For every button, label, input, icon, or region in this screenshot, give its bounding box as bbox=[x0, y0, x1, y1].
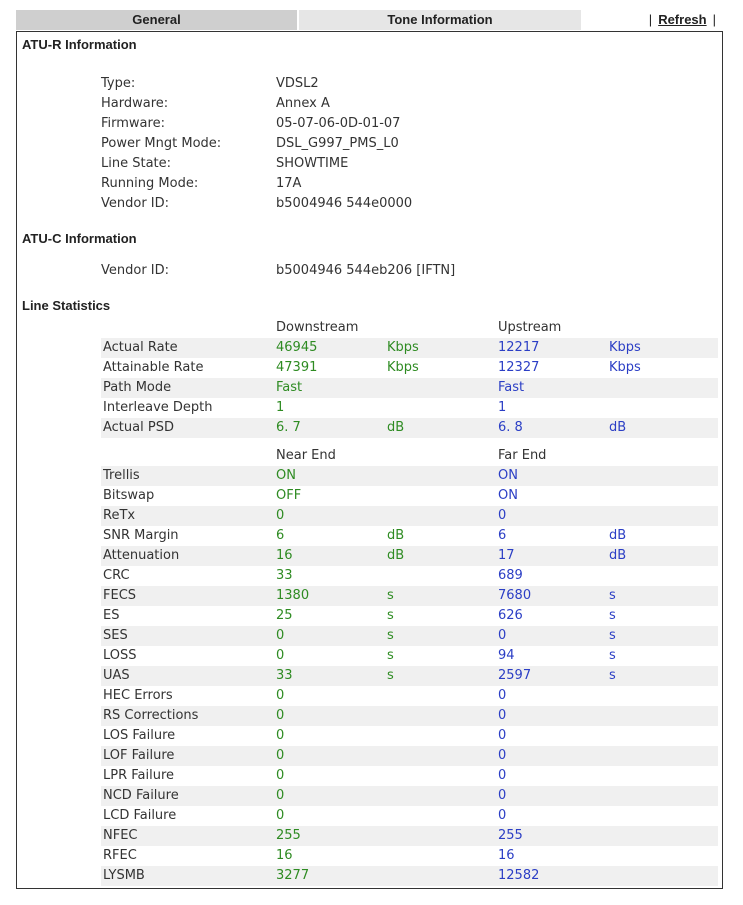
stat-label: LOF Failure bbox=[103, 748, 175, 763]
near-value: 0 bbox=[276, 688, 285, 703]
far-value: Fast bbox=[498, 380, 525, 395]
atur-label: Type: bbox=[101, 76, 136, 91]
atur-value: 17A bbox=[276, 176, 302, 191]
far-unit: Kbps bbox=[609, 360, 641, 375]
stat-label: Attainable Rate bbox=[103, 360, 204, 375]
table-row bbox=[101, 398, 718, 418]
table-row bbox=[101, 338, 718, 358]
near-unit: s bbox=[387, 648, 394, 663]
stat-label: NFEC bbox=[103, 828, 138, 843]
near-value: 6 bbox=[276, 528, 285, 543]
near-unit: dB bbox=[387, 528, 405, 543]
far-value: 12582 bbox=[498, 868, 540, 883]
far-unit: dB bbox=[609, 528, 627, 543]
far-unit: s bbox=[609, 628, 616, 643]
far-value: ON bbox=[498, 468, 518, 483]
far-value: 0 bbox=[498, 728, 507, 743]
table-row bbox=[101, 706, 718, 726]
stat-label: FECS bbox=[103, 588, 137, 603]
stat-label: LOSS bbox=[103, 648, 137, 663]
near-value: 0 bbox=[276, 808, 285, 823]
near-value: 0 bbox=[276, 628, 285, 643]
far-value: 626 bbox=[498, 608, 523, 623]
table-row bbox=[101, 546, 718, 566]
stat-label: Actual Rate bbox=[103, 340, 178, 355]
far-value: 0 bbox=[498, 688, 507, 703]
near-value: 0 bbox=[276, 728, 285, 743]
table-row bbox=[101, 418, 718, 438]
atur-label: Hardware: bbox=[101, 96, 169, 111]
table-row bbox=[101, 786, 718, 806]
far-value: 689 bbox=[498, 568, 523, 583]
stat-label: LCD Failure bbox=[103, 808, 177, 823]
far-unit: Kbps bbox=[609, 340, 641, 355]
table-row bbox=[101, 666, 718, 686]
stat-label: ReTx bbox=[103, 508, 136, 523]
table-row bbox=[101, 726, 718, 746]
far-value: 0 bbox=[498, 708, 507, 723]
near-unit: dB bbox=[387, 420, 405, 435]
table-row bbox=[101, 566, 718, 586]
refresh-link[interactable]: Refresh bbox=[658, 12, 707, 27]
tab-bar bbox=[16, 10, 724, 30]
stat-label: UAS bbox=[103, 668, 130, 683]
stat-label: Bitswap bbox=[103, 488, 155, 503]
table-row bbox=[101, 866, 718, 886]
far-value: 0 bbox=[498, 808, 507, 823]
atur-section-title: ATU-R Information bbox=[22, 37, 137, 52]
atur-value: b5004946 544e0000 bbox=[276, 196, 413, 211]
table-row bbox=[101, 506, 718, 526]
near-value: 0 bbox=[276, 748, 285, 763]
near-value: 47391 bbox=[276, 360, 318, 375]
stat-label: SNR Margin bbox=[103, 528, 179, 543]
stat-label: LOS Failure bbox=[103, 728, 176, 743]
near-value: 0 bbox=[276, 768, 285, 783]
far-unit: s bbox=[609, 588, 616, 603]
far-value: 255 bbox=[498, 828, 523, 843]
far-unit: dB bbox=[609, 548, 627, 563]
near-unit: s bbox=[387, 608, 394, 623]
near-unit: s bbox=[387, 628, 394, 643]
far-unit: s bbox=[609, 648, 616, 663]
far-value: 6. 8 bbox=[498, 420, 523, 435]
upstream-header: Upstream bbox=[498, 318, 642, 339]
stat-label: LYSMB bbox=[103, 868, 145, 883]
near-value: 6. 7 bbox=[276, 420, 301, 435]
stat-label: Interleave Depth bbox=[103, 400, 213, 415]
table-row bbox=[101, 766, 718, 786]
stat-label: Attenuation bbox=[103, 548, 180, 563]
table-row bbox=[101, 606, 718, 626]
near-value: 46945 bbox=[276, 340, 318, 355]
tab-tone-information[interactable]: Tone Information bbox=[299, 10, 581, 30]
stat-label: RS Corrections bbox=[103, 708, 199, 723]
atur-label: Power Mngt Mode: bbox=[101, 136, 222, 151]
table-row bbox=[101, 358, 718, 378]
far-value: 7680 bbox=[498, 588, 532, 603]
table-row bbox=[101, 806, 718, 826]
atur-label: Running Mode: bbox=[101, 176, 199, 191]
stat-label: ES bbox=[103, 608, 120, 623]
atur-label: Line State: bbox=[101, 156, 172, 171]
table-row bbox=[101, 378, 718, 398]
table-row bbox=[101, 466, 718, 486]
atuc-section-title: ATU-C Information bbox=[22, 231, 137, 246]
far-end-header: Far End bbox=[498, 446, 642, 467]
table-row bbox=[101, 826, 718, 846]
near-value: 0 bbox=[276, 648, 285, 663]
near-value: 25 bbox=[276, 608, 293, 623]
far-value: 1 bbox=[498, 400, 507, 415]
atur-label: Vendor ID: bbox=[101, 196, 170, 211]
far-value: 0 bbox=[498, 508, 507, 523]
near-value: 255 bbox=[276, 828, 301, 843]
atur-value: 05-07-06-0D-01-07 bbox=[276, 116, 401, 131]
near-value: ON bbox=[276, 468, 296, 483]
table-row bbox=[101, 746, 718, 766]
far-value: 0 bbox=[498, 788, 507, 803]
far-value: 6 bbox=[498, 528, 507, 543]
far-unit: dB bbox=[609, 420, 627, 435]
stat-label: NCD Failure bbox=[103, 788, 179, 803]
stat-label: Trellis bbox=[103, 468, 140, 483]
near-value: 16 bbox=[276, 848, 293, 863]
table-row bbox=[101, 586, 718, 606]
atur-value: Annex A bbox=[276, 96, 330, 111]
far-value: ON bbox=[498, 488, 518, 503]
table-row bbox=[101, 626, 718, 646]
near-value: 0 bbox=[276, 508, 285, 523]
far-value: 0 bbox=[498, 768, 507, 783]
near-unit: Kbps bbox=[387, 340, 419, 355]
separator-right: | bbox=[712, 12, 716, 27]
far-value: 94 bbox=[498, 648, 515, 663]
atur-value: VDSL2 bbox=[276, 76, 319, 91]
table-row bbox=[101, 646, 718, 666]
far-value: 17 bbox=[498, 548, 515, 563]
atur-value: SHOWTIME bbox=[276, 156, 349, 171]
near-value: 33 bbox=[276, 668, 293, 683]
far-value: 2597 bbox=[498, 668, 532, 683]
far-value: 16 bbox=[498, 848, 515, 863]
stat-label: Actual PSD bbox=[103, 420, 174, 435]
far-value: 12217 bbox=[498, 340, 540, 355]
stat-label: CRC bbox=[103, 568, 130, 583]
table-row bbox=[101, 686, 718, 706]
far-unit: s bbox=[609, 668, 616, 683]
near-value: 33 bbox=[276, 568, 293, 583]
atuc-label: Vendor ID: bbox=[101, 263, 170, 278]
near-unit: s bbox=[387, 588, 394, 603]
table-row bbox=[101, 526, 718, 546]
atur-label: Firmware: bbox=[101, 116, 165, 131]
near-unit: dB bbox=[387, 548, 405, 563]
downstream-header: Downstream bbox=[276, 318, 419, 339]
dsl-status-panel bbox=[16, 31, 723, 889]
tab-general[interactable]: General bbox=[16, 10, 297, 30]
near-value: Fast bbox=[276, 380, 303, 395]
atur-value: DSL_G997_PMS_L0 bbox=[276, 136, 399, 151]
line-statistics-title: Line Statistics bbox=[22, 298, 111, 313]
stat-label: LPR Failure bbox=[103, 768, 175, 783]
stat-label: Path Mode bbox=[103, 380, 172, 395]
near-value: 0 bbox=[276, 708, 285, 723]
near-unit: s bbox=[387, 668, 394, 683]
separator-left: | bbox=[648, 12, 653, 27]
near-value: 1 bbox=[276, 400, 285, 415]
table-row bbox=[101, 846, 718, 866]
stat-label: HEC Errors bbox=[103, 688, 173, 703]
near-unit: Kbps bbox=[387, 360, 419, 375]
refresh-area bbox=[643, 10, 722, 30]
stat-label: RFEC bbox=[103, 848, 137, 863]
near-end-header: Near End bbox=[276, 446, 422, 467]
far-unit: s bbox=[609, 608, 616, 623]
near-value: OFF bbox=[276, 488, 302, 503]
near-value: 0 bbox=[276, 788, 285, 803]
near-value: 16 bbox=[276, 548, 293, 563]
far-value: 12327 bbox=[498, 360, 540, 375]
table-row bbox=[101, 486, 718, 506]
far-value: 0 bbox=[498, 748, 507, 763]
near-value: 1380 bbox=[276, 588, 310, 603]
atuc-value: b5004946 544eb206 [IFTN] bbox=[276, 263, 456, 278]
far-value: 0 bbox=[498, 628, 507, 643]
stat-label: SES bbox=[103, 628, 128, 643]
near-value: 3277 bbox=[276, 868, 310, 883]
